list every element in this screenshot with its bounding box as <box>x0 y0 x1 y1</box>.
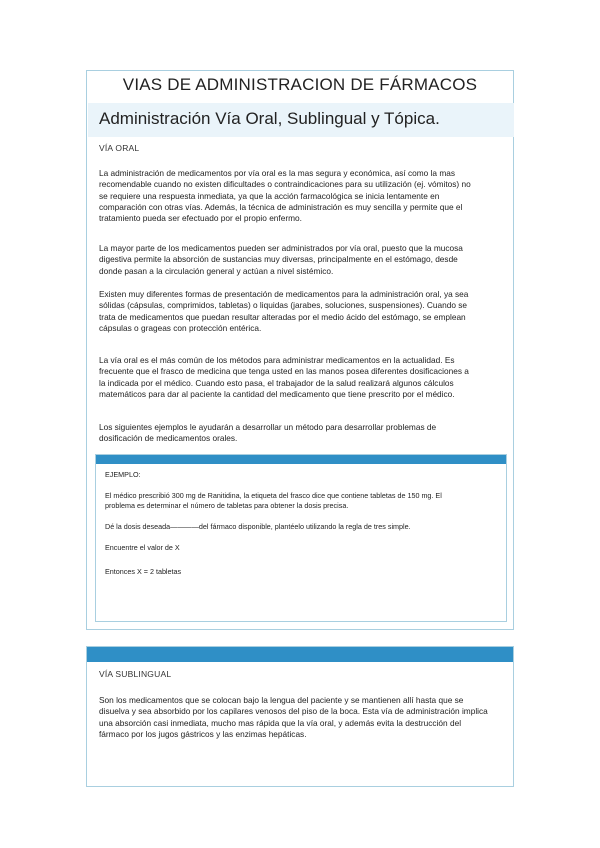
oral-paragraph-5: Los siguientes ejemplos le ayudarán a desarrollar un método para desarrollar problemas de dosificación de medicamentos orales. <box>99 422 437 444</box>
sublingual-section-box <box>86 646 514 787</box>
document-title: VIAS DE ADMINISTRACION DE FÁRMACOS <box>122 75 478 94</box>
example-accent-bar <box>96 455 506 464</box>
example-statement: El médico prescribió 300 mg de Ranitidina, la etiqueta del frasco dice que contiene tabletas de 150 mg. El problema es determinar el número de tabletas para obtener la dosis precisa. <box>105 491 442 510</box>
example-rule-line-1: Dé la dosis deseada————del fármaco disponible, plantéelo utilizando la regla de tres simple. <box>105 522 411 531</box>
oral-paragraph-1: La administración de medicamentos por vía oral es la mas segura y económica, así como la mas recomendable cuando no existen dificultades o contraindicaciones para su utilización (ej. vómitos) no se requiere una respuesta inmediata, ya que la acción farmacológica se inicia lentamente en comparación con otras vías. Además, la técnica de administración es muy sencilla y permite que el tratamiento pueda ser efectuado por el propio enfermo. <box>99 168 471 224</box>
example-box <box>95 454 507 622</box>
document-subtitle: Administración Vía Oral, Sublingual y Tópica. <box>99 109 440 128</box>
oral-paragraph-3: Existen muy diferentes formas de presentación de medicamentos para la administración oral, ya sea sólidas (cápsulas, comprimidos, tabletas) o liquidas (jarabes, soluciones, suspensiones). Cuando se trata de medicamentos que puedan resultar alteradas por el medio ácido del estómago, se emplean cápsulas o grageas con protección entérica. <box>99 289 469 333</box>
oral-paragraph-4: La vía oral es el más común de los métodos para administrar medicamentos en la actualidad. Es frecuente que el frasco de medicina que tenga usted en las manos posea diferentes dosificaciones a la indicada por el médico. Cuando esto pasa, el trabajador de la salud realizará algunos cálculos matemáticos para dar al paciente la cantidad del medicamento que tiene prescrito por el médico. <box>99 355 469 399</box>
subtitle-band <box>88 103 514 137</box>
example-label: EJEMPLO: <box>105 470 141 479</box>
oral-section-box <box>86 70 514 630</box>
oral-paragraph-2: La mayor parte de los medicamentos pueden ser administrados por vía oral, puesto que la mucosa digestiva permite la absorción de sustancias muy diversas, principalmente en el estómago, desde donde pasan a la circulación general y actúan a nivel sistémico. <box>99 243 463 276</box>
sublingual-section-label: VÍA SUBLINGUAL <box>99 669 172 679</box>
example-result: Entonces X = 2 tabletas <box>105 567 182 576</box>
sublingual-accent-bar <box>87 647 513 662</box>
oral-section-label: VÍA ORAL <box>99 143 140 153</box>
example-rule-line-2: Encuentre el valor de X <box>105 543 180 552</box>
sublingual-paragraph: Son los medicamentos que se colocan bajo la lengua del paciente y se mantienen allí hasta que se disuelva y sea absorbido por los capilares venosos del piso de la boca. Esta vía de administración implica una absorción casi inmediata, mucho mas rápida que la vía oral, y además evita la destrucción del fármaco por los jugos gástricos y las enzimas hepáticas. <box>99 695 488 739</box>
